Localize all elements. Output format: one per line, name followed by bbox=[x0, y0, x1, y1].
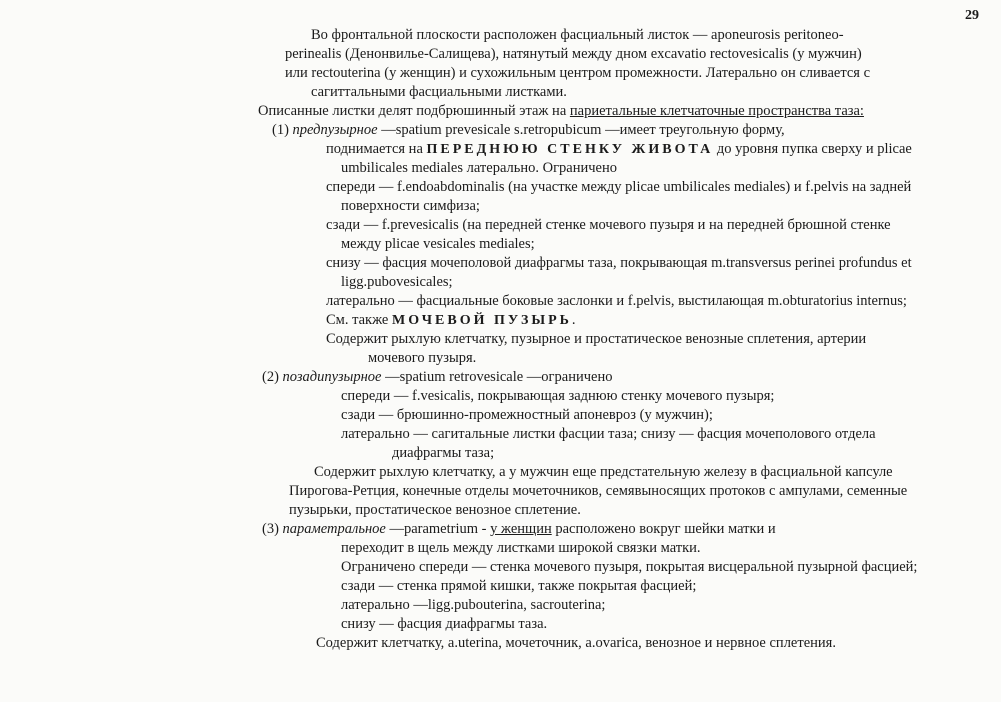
space1-line bbox=[326, 140, 912, 159]
space2-heading bbox=[262, 368, 612, 387]
text-line: ligg.pubovesicales; bbox=[341, 274, 453, 290]
text-line: латерально —ligg.pubouterina, sacrouterina; bbox=[341, 597, 606, 613]
text-span: См. также bbox=[326, 312, 392, 328]
space3-heading bbox=[262, 520, 776, 539]
text-line: Содержит рыхлую клетчатку, пузырное и простатическое венозные сплетения, артерии bbox=[326, 331, 867, 347]
text-line: мочевого пузыря. bbox=[368, 350, 477, 366]
space3-underlined: у женщин bbox=[490, 521, 552, 537]
space3-name: параметральное bbox=[282, 521, 386, 537]
cross-reference: ПЕРЕДНЮЮ СТЕНКУ ЖИВОТА bbox=[426, 142, 714, 157]
text-line: сагиттальными фасциальными листками. bbox=[311, 84, 567, 100]
text-line: спереди — f.endoabdominalis (на участке между plicae umbilicales mediales) и f.pelvis на задней bbox=[326, 179, 912, 195]
text-line: или rectouterina (у женщин) и сухожильным центром промежности. Латерально он сливается с bbox=[285, 65, 870, 81]
text-line: Содержит клетчатку, a.uterina, мочеточник, a.ovarica, венозное и нервное сплетения. bbox=[316, 635, 836, 651]
text-span: . bbox=[571, 312, 576, 328]
text-line: поверхности симфиза; bbox=[341, 198, 480, 214]
text-line: Во фронтальной плоскости расположен фасциальный листок — aponeurosis peritoneo- bbox=[311, 27, 844, 43]
text-line: диафрагмы таза; bbox=[392, 445, 495, 461]
intro-underlined: париетальные клетчаточные пространства таза: bbox=[569, 103, 864, 119]
space2-name: позадипузырное bbox=[282, 369, 382, 385]
text-line: сзади — брюшинно-промежностный апоневроз (у мужчин); bbox=[341, 407, 713, 423]
space1-name: предпузырное bbox=[292, 122, 378, 138]
space1-definition: —spatium prevesicale s.retropubicum —имеет треугольную форму, bbox=[377, 122, 785, 138]
text-line: латерально — фасциальные боковые заслонки и f.pelvis, выстилающая m.obturatorius internus; bbox=[326, 293, 907, 309]
text-span: расположено вокруг шейки матки и bbox=[551, 521, 776, 537]
space1-number: (1) bbox=[272, 122, 293, 138]
text-line: Ограничено спереди — стенка мочевого пузыря, покрытая висцеральной пузырной фасцией; bbox=[341, 559, 918, 575]
text-line: umbilicales mediales латерально. Ограничено bbox=[341, 160, 617, 176]
intro-line bbox=[258, 102, 864, 121]
intro-prefix: Описанные листки делят подбрюшинный этаж на bbox=[258, 103, 570, 119]
text-line: perinealis (Денонвилье-Салищева), натянутый между дном excavatio rectovesicalis (у мужчин) bbox=[285, 46, 862, 62]
space1-heading bbox=[272, 121, 785, 140]
space2-number: (2) bbox=[262, 369, 283, 385]
text-span: —parametrium - bbox=[385, 521, 491, 537]
space3-number: (3) bbox=[262, 521, 283, 537]
text-line: пузырьки, простатическое венозное сплетение. bbox=[289, 502, 581, 518]
text-line: снизу — фасция диафрагмы таза. bbox=[341, 616, 548, 632]
text-line: между plicae vesicales mediales; bbox=[341, 236, 535, 252]
text-line: сзади — стенка прямой кишки, также покрытая фасцией; bbox=[341, 578, 697, 594]
text-line: переходит в щель между листками широкой связки матки. bbox=[341, 540, 701, 556]
text-line: спереди — f.vesicalis, покрывающая заднюю стенку мочевого пузыря; bbox=[341, 388, 775, 404]
space1-see-also bbox=[326, 311, 576, 330]
page-number: 29 bbox=[965, 8, 979, 23]
cross-reference: МОЧЕВОЙ ПУЗЫРЬ bbox=[391, 313, 572, 328]
text-span: до уровня пупка сверху и plicae bbox=[713, 141, 912, 157]
text-line: снизу — фасция мочеполовой диафрагмы таза, покрывающая m.transversus perinei profundus et bbox=[326, 255, 912, 271]
text-line: Пирогова-Ретция, конечные отделы мочеточников, семявыносящих протоков с ампулами, семенные bbox=[289, 483, 908, 499]
space2-definition: —spatium retrovesicale —ограничено bbox=[381, 369, 613, 385]
text-line: латерально — сагитальные листки фасции таза; снизу — фасция мочеполового отдела bbox=[341, 426, 876, 442]
text-line: сзади — f.prevesicalis (на передней стенке мочевого пузыря и на передней брюшной стенке bbox=[326, 217, 891, 233]
text-span: поднимается на bbox=[326, 141, 427, 157]
text-line: Содержит рыхлую клетчатку, а у мужчин еще предстательную железу в фасциальной капсуле bbox=[314, 464, 893, 480]
